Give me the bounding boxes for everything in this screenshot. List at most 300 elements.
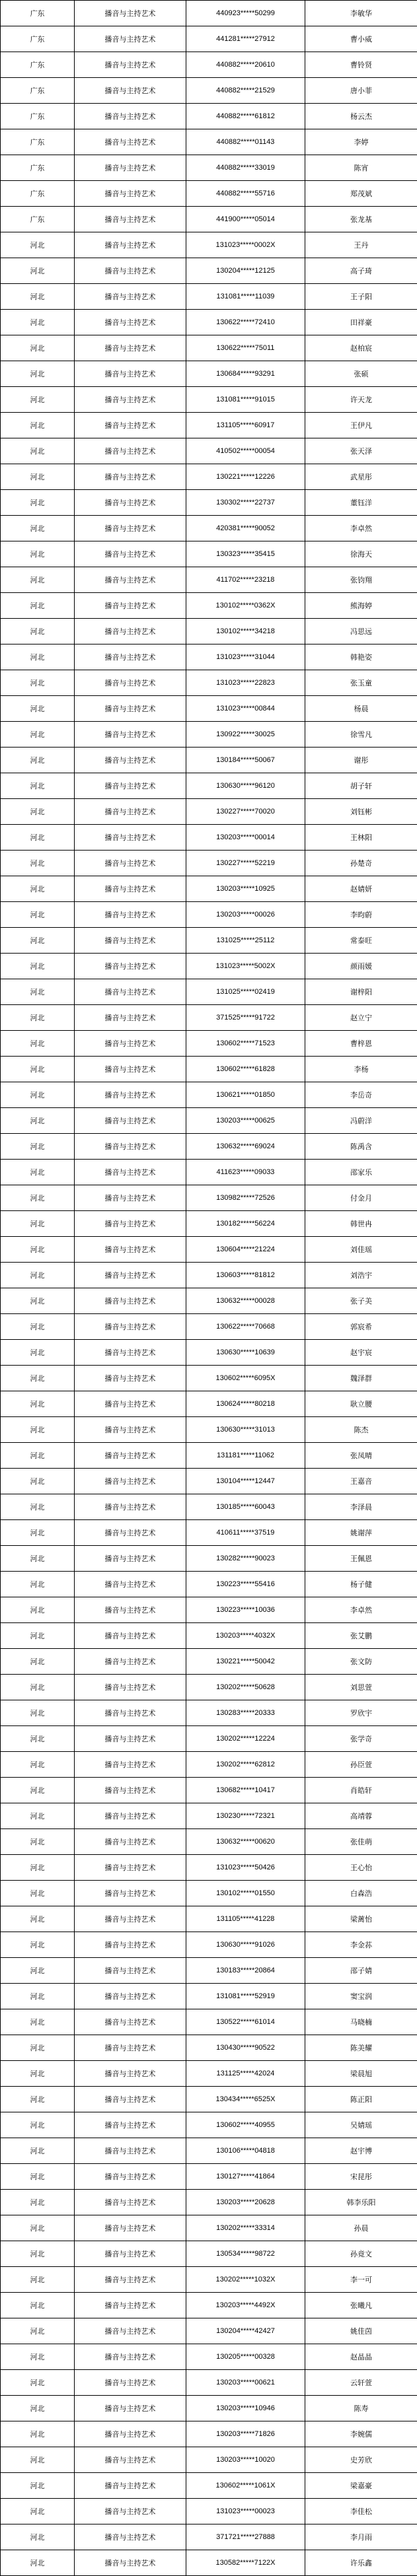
province-cell: 河北 [1, 1417, 75, 1443]
province-cell: 河北 [1, 1932, 75, 1958]
province-cell: 河北 [1, 516, 75, 541]
student-name-cell: 李泽晨 [305, 1494, 417, 1520]
student-name-cell: 陈宵 [305, 155, 417, 181]
id-number-cell: 130204*****12125 [186, 258, 305, 284]
student-name-cell: 李杨 [305, 1057, 417, 1082]
major-cell: 播音与主持艺术 [75, 413, 186, 438]
id-number-cell: 130602*****1061X [186, 2473, 305, 2499]
table-row [1, 1932, 417, 1958]
id-number-cell: 441900*****05014 [186, 207, 305, 232]
major-cell: 播音与主持艺术 [75, 1778, 186, 1803]
major-cell: 播音与主持艺术 [75, 541, 186, 567]
province-cell: 河北 [1, 1881, 75, 1906]
province-cell: 河北 [1, 1134, 75, 1160]
table-row [1, 335, 417, 361]
student-name-cell: 刘思萱 [305, 1675, 417, 1700]
major-cell: 播音与主持艺术 [75, 1211, 186, 1237]
major-cell: 播音与主持艺术 [75, 2138, 186, 2164]
student-name-cell: 赵宇宸 [305, 1340, 417, 1366]
table-row [1, 1572, 417, 1597]
major-cell: 播音与主持艺术 [75, 1623, 186, 1649]
student-name-cell: 李一可 [305, 2267, 417, 2293]
student-name-cell: 陈杰 [305, 1417, 417, 1443]
id-number-cell: 130203*****4032X [186, 1623, 305, 1649]
major-cell: 播音与主持艺术 [75, 1443, 186, 1469]
id-number-cell: 130630*****91026 [186, 1932, 305, 1958]
id-number-cell: 130227*****70020 [186, 799, 305, 825]
major-cell: 播音与主持艺术 [75, 1700, 186, 1726]
major-cell: 播音与主持艺术 [75, 1932, 186, 1958]
id-number-cell: 130602*****71523 [186, 1031, 305, 1057]
id-number-cell: 440882*****61812 [186, 104, 305, 129]
major-cell: 播音与主持艺术 [75, 78, 186, 104]
id-number-cell: 130434*****6525X [186, 2087, 305, 2112]
province-cell: 广东 [1, 207, 75, 232]
student-name-cell: 张钧翔 [305, 567, 417, 593]
id-number-cell: 130522*****61014 [186, 2009, 305, 2035]
major-cell: 播音与主持艺术 [75, 1726, 186, 1752]
student-name-cell: 谢梓阳 [305, 979, 417, 1005]
student-name-cell: 赵柏宸 [305, 335, 417, 361]
table-row [1, 155, 417, 181]
student-name-cell: 梁嘉豪 [305, 2473, 417, 2499]
student-name-cell: 王佩恩 [305, 1546, 417, 1572]
student-name-cell: 曹铃贤 [305, 52, 417, 78]
student-name-cell: 张曦凡 [305, 2293, 417, 2318]
table-row [1, 670, 417, 696]
province-cell: 河北 [1, 1211, 75, 1237]
province-cell: 河北 [1, 2190, 75, 2215]
id-number-cell: 130630*****10639 [186, 1340, 305, 1366]
id-number-cell: 131081*****52919 [186, 1984, 305, 2009]
major-cell: 播音与主持艺术 [75, 2087, 186, 2112]
major-cell: 播音与主持艺术 [75, 1082, 186, 1108]
student-name-cell: 胡子轩 [305, 773, 417, 799]
student-name-cell: 李敏华 [305, 1, 417, 26]
major-cell: 播音与主持艺术 [75, 2112, 186, 2138]
student-name-cell: 陈美耀 [305, 2035, 417, 2061]
table-row [1, 181, 417, 207]
id-number-cell: 130622*****72410 [186, 310, 305, 335]
id-number-cell: 130684*****93291 [186, 361, 305, 387]
province-cell: 河北 [1, 2421, 75, 2447]
id-number-cell: 130632*****00028 [186, 1288, 305, 1314]
table-row [1, 619, 417, 644]
id-number-cell: 130203*****10925 [186, 876, 305, 902]
major-cell: 播音与主持艺术 [75, 619, 186, 644]
table-row [1, 1391, 417, 1417]
province-cell: 广东 [1, 129, 75, 155]
province-cell: 河北 [1, 1855, 75, 1881]
table-row [1, 516, 417, 541]
major-cell: 播音与主持艺术 [75, 1675, 186, 1700]
table-row [1, 207, 417, 232]
major-cell: 播音与主持艺术 [75, 2318, 186, 2344]
major-cell: 播音与主持艺术 [75, 1881, 186, 1906]
table-row [1, 2318, 417, 2344]
province-cell: 河北 [1, 1520, 75, 1546]
table-row [1, 2396, 417, 2421]
student-name-cell: 姚谢萍 [305, 1520, 417, 1546]
table-row [1, 773, 417, 799]
major-cell: 播音与主持艺术 [75, 1829, 186, 1855]
student-name-cell: 付金月 [305, 1185, 417, 1211]
major-cell: 播音与主持艺术 [75, 1134, 186, 1160]
table-row [1, 2061, 417, 2087]
province-cell: 河北 [1, 1057, 75, 1082]
table-row [1, 129, 417, 155]
student-name-cell: 邵家乐 [305, 1160, 417, 1185]
province-cell: 河北 [1, 1675, 75, 1700]
table-row [1, 1752, 417, 1778]
student-name-cell: 刘钰彬 [305, 799, 417, 825]
major-cell: 播音与主持艺术 [75, 1597, 186, 1623]
province-cell: 河北 [1, 1829, 75, 1855]
major-cell: 播音与主持艺术 [75, 799, 186, 825]
major-cell: 播音与主持艺术 [75, 1, 186, 26]
id-number-cell: 371525*****91722 [186, 1005, 305, 1031]
student-name-cell: 张硕 [305, 361, 417, 387]
student-name-cell: 郑茂斌 [305, 181, 417, 207]
major-cell: 播音与主持艺术 [75, 52, 186, 78]
major-cell: 播音与主持艺术 [75, 1494, 186, 1520]
student-name-cell: 高子琦 [305, 258, 417, 284]
id-number-cell: 411623*****09033 [186, 1160, 305, 1185]
province-cell: 河北 [1, 954, 75, 979]
province-cell: 河北 [1, 2164, 75, 2190]
student-name-cell: 许乐鑫 [305, 2550, 417, 2576]
province-cell: 河北 [1, 902, 75, 928]
table-row [1, 2473, 417, 2499]
student-name-cell: 张龙基 [305, 207, 417, 232]
major-cell: 播音与主持艺术 [75, 773, 186, 799]
student-name-cell: 魏泽群 [305, 1366, 417, 1391]
major-cell: 播音与主持艺术 [75, 2396, 186, 2421]
table-row [1, 104, 417, 129]
student-name-cell: 李佳松 [305, 2499, 417, 2524]
table-row [1, 2344, 417, 2370]
id-number-cell: 131081*****11039 [186, 284, 305, 310]
major-cell: 播音与主持艺术 [75, 567, 186, 593]
id-number-cell: 130621*****01850 [186, 1082, 305, 1108]
province-cell: 河北 [1, 567, 75, 593]
student-name-cell: 张凤晴 [305, 1443, 417, 1469]
major-cell: 播音与主持艺术 [75, 1469, 186, 1494]
student-name-cell: 冯思远 [305, 619, 417, 644]
province-cell: 广东 [1, 181, 75, 207]
major-cell: 播音与主持艺术 [75, 2421, 186, 2447]
table-row [1, 26, 417, 52]
major-cell: 播音与主持艺术 [75, 928, 186, 954]
student-name-cell: 赵婧妍 [305, 876, 417, 902]
table-row [1, 1211, 417, 1237]
id-number-cell: 410502*****00054 [186, 438, 305, 464]
table-row [1, 1726, 417, 1752]
major-cell: 播音与主持艺术 [75, 2344, 186, 2370]
major-cell: 播音与主持艺术 [75, 1572, 186, 1597]
major-cell: 播音与主持艺术 [75, 2009, 186, 2035]
province-cell: 河北 [1, 670, 75, 696]
student-name-cell: 窦宝润 [305, 1984, 417, 2009]
province-cell: 河北 [1, 438, 75, 464]
id-number-cell: 130204*****42427 [186, 2318, 305, 2344]
id-number-cell: 131023*****31044 [186, 644, 305, 670]
table-row [1, 2293, 417, 2318]
province-cell: 河北 [1, 2318, 75, 2344]
id-number-cell: 130203*****71826 [186, 2421, 305, 2447]
province-cell: 广东 [1, 104, 75, 129]
major-cell: 播音与主持艺术 [75, 2293, 186, 2318]
id-number-cell: 130102*****34218 [186, 619, 305, 644]
student-name-cell: 陈禹含 [305, 1134, 417, 1160]
table-row [1, 799, 417, 825]
student-name-cell: 罗欣宇 [305, 1700, 417, 1726]
province-cell: 河北 [1, 1623, 75, 1649]
student-name-cell: 梁蓠怡 [305, 1906, 417, 1932]
id-number-cell: 131023*****22823 [186, 670, 305, 696]
student-name-cell: 杨云杰 [305, 104, 417, 129]
table-row [1, 1340, 417, 1366]
id-number-cell: 130127*****41864 [186, 2164, 305, 2190]
student-name-cell: 常泰旺 [305, 928, 417, 954]
province-cell: 河北 [1, 979, 75, 1005]
id-number-cell: 130624*****80218 [186, 1391, 305, 1417]
province-cell: 河北 [1, 258, 75, 284]
table-row [1, 2112, 417, 2138]
table-row [1, 1597, 417, 1623]
province-cell: 河北 [1, 284, 75, 310]
student-name-cell: 张玉童 [305, 670, 417, 696]
province-cell: 河北 [1, 1263, 75, 1288]
major-cell: 播音与主持艺术 [75, 902, 186, 928]
student-name-cell: 史芳欣 [305, 2447, 417, 2473]
table-row [1, 1, 417, 26]
province-cell: 河北 [1, 928, 75, 954]
province-cell: 河北 [1, 490, 75, 516]
province-cell: 河北 [1, 310, 75, 335]
major-cell: 播音与主持艺术 [75, 1984, 186, 2009]
id-number-cell: 130632*****00620 [186, 1829, 305, 1855]
table-row [1, 1263, 417, 1288]
id-number-cell: 130602*****61828 [186, 1057, 305, 1082]
province-cell: 河北 [1, 1649, 75, 1675]
province-cell: 河北 [1, 541, 75, 567]
table-row [1, 464, 417, 490]
province-cell: 河北 [1, 2550, 75, 2576]
major-cell: 播音与主持艺术 [75, 1185, 186, 1211]
student-name-cell: 杨子健 [305, 1572, 417, 1597]
province-cell: 河北 [1, 2035, 75, 2061]
id-number-cell: 130203*****00621 [186, 2370, 305, 2396]
student-name-cell: 宋昆彤 [305, 2164, 417, 2190]
student-name-cell: 曹梓恩 [305, 1031, 417, 1057]
table-row [1, 2421, 417, 2447]
province-cell: 河北 [1, 1031, 75, 1057]
id-number-cell: 130227*****52219 [186, 851, 305, 876]
major-cell: 播音与主持艺术 [75, 2473, 186, 2499]
student-name-cell: 马晓楠 [305, 2009, 417, 2035]
province-cell: 河北 [1, 773, 75, 799]
id-number-cell: 131125*****42024 [186, 2061, 305, 2087]
student-name-cell: 王子阳 [305, 284, 417, 310]
id-number-cell: 131023*****00844 [186, 696, 305, 722]
table-row [1, 1288, 417, 1314]
table-row [1, 541, 417, 567]
table-row [1, 1675, 417, 1700]
table-row [1, 1237, 417, 1263]
table-row [1, 2164, 417, 2190]
student-name-cell: 曹小威 [305, 26, 417, 52]
student-name-cell: 王丹 [305, 232, 417, 258]
id-number-cell: 131023*****5002X [186, 954, 305, 979]
id-number-cell: 130203*****4492X [186, 2293, 305, 2318]
table-row [1, 1057, 417, 1082]
major-cell: 播音与主持艺术 [75, 1752, 186, 1778]
major-cell: 播音与主持艺术 [75, 129, 186, 155]
student-name-cell: 张子美 [305, 1288, 417, 1314]
major-cell: 播音与主持艺术 [75, 2215, 186, 2241]
province-cell: 河北 [1, 1391, 75, 1417]
province-cell: 河北 [1, 748, 75, 773]
table-row [1, 232, 417, 258]
table-row [1, 1546, 417, 1572]
table-row [1, 928, 417, 954]
student-name-cell: 李金荪 [305, 1932, 417, 1958]
province-cell: 河北 [1, 232, 75, 258]
table-row [1, 438, 417, 464]
major-cell: 播音与主持艺术 [75, 387, 186, 413]
major-cell: 播音与主持艺术 [75, 2267, 186, 2293]
student-name-cell: 王嘉音 [305, 1469, 417, 1494]
id-number-cell: 130632*****69024 [186, 1134, 305, 1160]
province-cell: 河北 [1, 2138, 75, 2164]
table-row [1, 851, 417, 876]
student-name-cell: 高靖蓉 [305, 1803, 417, 1829]
id-number-cell: 131081*****91015 [186, 387, 305, 413]
student-name-cell: 张学奇 [305, 1726, 417, 1752]
major-cell: 播音与主持艺术 [75, 1417, 186, 1443]
id-number-cell: 130302*****22737 [186, 490, 305, 516]
major-cell: 播音与主持艺术 [75, 2447, 186, 2473]
table-row [1, 284, 417, 310]
id-number-cell: 130630*****31013 [186, 1417, 305, 1443]
major-cell: 播音与主持艺术 [75, 696, 186, 722]
id-number-cell: 440882*****21529 [186, 78, 305, 104]
student-name-cell: 耿立腰 [305, 1391, 417, 1417]
table-row [1, 748, 417, 773]
id-number-cell: 130184*****50067 [186, 748, 305, 773]
province-cell: 河北 [1, 2267, 75, 2293]
id-number-cell: 130221*****50042 [186, 1649, 305, 1675]
major-cell: 播音与主持艺术 [75, 155, 186, 181]
id-number-cell: 131025*****02419 [186, 979, 305, 1005]
major-cell: 播音与主持艺术 [75, 490, 186, 516]
student-name-cell: 王林阳 [305, 825, 417, 851]
province-cell: 河北 [1, 1340, 75, 1366]
table-row [1, 1366, 417, 1391]
table-row [1, 1417, 417, 1443]
major-cell: 播音与主持艺术 [75, 232, 186, 258]
major-cell: 播音与主持艺术 [75, 1366, 186, 1391]
table-body [1, 1, 417, 2576]
table-row [1, 902, 417, 928]
major-cell: 播音与主持艺术 [75, 284, 186, 310]
table-row [1, 1185, 417, 1211]
province-cell: 广东 [1, 26, 75, 52]
table-row [1, 2447, 417, 2473]
id-number-cell: 130604*****21224 [186, 1237, 305, 1263]
student-name-cell: 李昀蔚 [305, 902, 417, 928]
student-name-cell: 邵子婧 [305, 1958, 417, 1984]
province-cell: 河北 [1, 593, 75, 619]
id-number-cell: 131105*****60917 [186, 413, 305, 438]
id-number-cell: 130203*****10020 [186, 2447, 305, 2473]
id-number-cell: 130203*****00026 [186, 902, 305, 928]
major-cell: 播音与主持艺术 [75, 335, 186, 361]
province-cell: 广东 [1, 52, 75, 78]
table-row [1, 2215, 417, 2241]
student-name-cell: 熊海婷 [305, 593, 417, 619]
student-name-cell: 吴婧瑶 [305, 2112, 417, 2138]
id-number-cell: 131023*****00023 [186, 2499, 305, 2524]
province-cell: 河北 [1, 1958, 75, 1984]
student-name-cell: 陈正阳 [305, 2087, 417, 2112]
province-cell: 河北 [1, 619, 75, 644]
major-cell: 播音与主持艺术 [75, 593, 186, 619]
student-name-cell: 王伊凡 [305, 413, 417, 438]
table-row [1, 1469, 417, 1494]
province-cell: 河北 [1, 1082, 75, 1108]
major-cell: 播音与主持艺术 [75, 1160, 186, 1185]
table-row [1, 361, 417, 387]
major-cell: 播音与主持艺术 [75, 825, 186, 851]
id-number-cell: 130603*****81812 [186, 1263, 305, 1288]
id-number-cell: 130221*****12226 [186, 464, 305, 490]
table-row [1, 722, 417, 748]
student-name-cell: 陈寿 [305, 2396, 417, 2421]
id-number-cell: 130203*****10946 [186, 2396, 305, 2421]
id-number-cell: 371721*****27888 [186, 2524, 305, 2550]
id-number-cell: 130622*****70668 [186, 1314, 305, 1340]
major-cell: 播音与主持艺术 [75, 979, 186, 1005]
province-cell: 河北 [1, 1314, 75, 1340]
major-cell: 播音与主持艺术 [75, 181, 186, 207]
student-name-cell: 李岳奇 [305, 1082, 417, 1108]
major-cell: 播音与主持艺术 [75, 722, 186, 748]
id-number-cell: 130203*****00625 [186, 1108, 305, 1134]
student-name-cell: 武星彤 [305, 464, 417, 490]
table-row [1, 2370, 417, 2396]
id-number-cell: 130602*****40955 [186, 2112, 305, 2138]
province-cell: 河北 [1, 1778, 75, 1803]
id-number-cell: 131023*****0002X [186, 232, 305, 258]
province-cell: 河北 [1, 1597, 75, 1623]
student-name-cell: 谢彤 [305, 748, 417, 773]
id-number-cell: 130182*****56224 [186, 1211, 305, 1237]
major-cell: 播音与主持艺术 [75, 1237, 186, 1263]
table-row [1, 2550, 417, 2576]
id-number-cell: 130223*****10036 [186, 1597, 305, 1623]
table-row [1, 387, 417, 413]
province-cell: 河北 [1, 1160, 75, 1185]
student-name-cell: 许天龙 [305, 387, 417, 413]
id-number-cell: 411702*****23218 [186, 567, 305, 593]
province-cell: 河北 [1, 387, 75, 413]
student-name-cell: 张天泽 [305, 438, 417, 464]
table-row [1, 490, 417, 516]
student-name-cell: 颜雨媛 [305, 954, 417, 979]
province-cell: 河北 [1, 1494, 75, 1520]
